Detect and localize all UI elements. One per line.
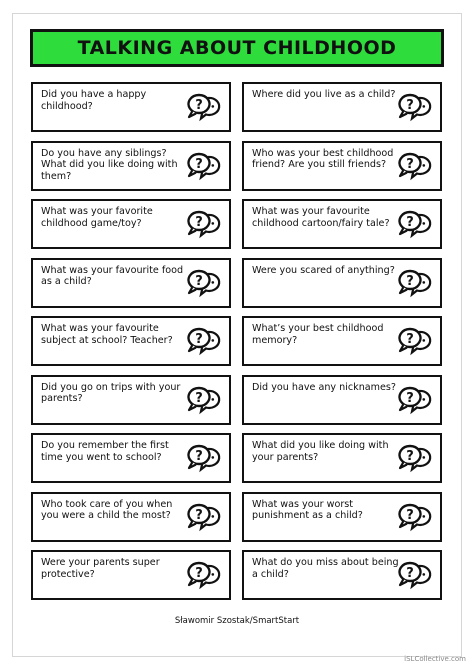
question-card	[242, 433, 442, 483]
svg-text:?: ?	[195, 97, 203, 113]
question-text: What was your worst punishment as a child?	[252, 498, 363, 522]
question-speech-bubbles-icon	[398, 269, 434, 299]
watermark: iSLCollective.com	[404, 655, 466, 663]
question-card	[242, 199, 442, 249]
question-text: Did you go on trips with your parents?	[41, 381, 181, 405]
question-card	[31, 199, 231, 249]
svg-text:?: ?	[406, 507, 414, 523]
question-text: Were your parents super protective?	[41, 557, 160, 580]
question-card	[31, 316, 231, 366]
svg-text:?: ?	[195, 156, 203, 172]
svg-text:?: ?	[406, 390, 414, 406]
question-speech-bubbles-icon	[398, 503, 434, 533]
question-card	[242, 258, 442, 308]
title-banner	[30, 29, 444, 67]
svg-text:?: ?	[195, 214, 203, 230]
question-text: Who was your best childhood friend? Are you still friends?	[252, 147, 394, 171]
question-speech-bubbles-icon	[398, 444, 434, 474]
question-speech-bubbles-icon	[398, 561, 434, 591]
question-speech-bubbles-icon	[398, 152, 434, 182]
svg-text:?: ?	[195, 507, 203, 523]
svg-text:?: ?	[406, 565, 414, 581]
question-speech-bubbles-icon	[187, 269, 223, 299]
question-text: Did you have any nicknames?	[252, 381, 397, 393]
question-card	[31, 550, 231, 600]
question-card	[242, 141, 442, 191]
question-text: What do you miss about being a child?	[252, 557, 399, 580]
svg-text:?: ?	[195, 273, 203, 289]
question-text: Were you scared of anything?	[252, 264, 395, 276]
author-credit: Sławomir Szostak/SmartStart	[174, 616, 300, 626]
svg-text:?: ?	[195, 331, 203, 347]
question-card	[242, 316, 442, 366]
question-text: Where did you live as a child?	[252, 89, 396, 100]
question-text: What was your favorite childhood game/toy?	[41, 206, 153, 229]
question-speech-bubbles-icon	[187, 444, 223, 474]
question-speech-bubbles-icon	[187, 152, 223, 182]
question-text: Did you have a happy childhood?	[41, 89, 147, 112]
question-text: What was your favourite subject at school? Teacher?	[41, 323, 173, 346]
question-speech-bubbles-icon	[187, 503, 223, 533]
question-card	[31, 375, 231, 425]
svg-text:?: ?	[195, 390, 203, 406]
question-speech-bubbles-icon	[187, 327, 223, 357]
question-speech-bubbles-icon	[187, 561, 223, 591]
svg-text:?: ?	[406, 214, 414, 230]
question-speech-bubbles-icon	[187, 93, 223, 123]
question-card	[31, 82, 231, 132]
svg-text:?: ?	[406, 331, 414, 347]
svg-text:?: ?	[406, 156, 414, 172]
question-text: Who took care of you when you were a child the most?	[41, 498, 173, 522]
svg-text:?: ?	[406, 273, 414, 289]
question-text: Do you remember the first time you went to school?	[41, 440, 169, 463]
question-card	[31, 258, 231, 308]
svg-text:?: ?	[195, 565, 203, 581]
question-text: What was your favourite childhood cartoon/fairy tale?	[252, 206, 390, 229]
question-card	[31, 433, 231, 483]
question-text: What’s your best childhood memory?	[252, 323, 384, 346]
question-text: Do you have any siblings? What did you like doing with them?	[41, 147, 178, 182]
question-card	[242, 375, 442, 425]
question-card	[242, 82, 442, 132]
question-speech-bubbles-icon	[398, 386, 434, 416]
question-card	[242, 550, 442, 600]
question-speech-bubbles-icon	[187, 210, 223, 240]
svg-text:?: ?	[406, 448, 414, 464]
page-title: TALKING ABOUT CHILDHOOD	[77, 37, 397, 59]
question-text: What was your favourite food as a child?	[41, 264, 184, 288]
question-speech-bubbles-icon	[398, 327, 434, 357]
question-text: What did you like doing with your parents?	[252, 440, 389, 463]
svg-text:?: ?	[406, 97, 414, 113]
svg-text:?: ?	[195, 448, 203, 464]
question-card	[31, 141, 231, 191]
question-card	[242, 492, 442, 542]
question-speech-bubbles-icon	[187, 386, 223, 416]
question-card	[31, 492, 231, 542]
question-speech-bubbles-icon	[398, 210, 434, 240]
question-speech-bubbles-icon	[398, 93, 434, 123]
